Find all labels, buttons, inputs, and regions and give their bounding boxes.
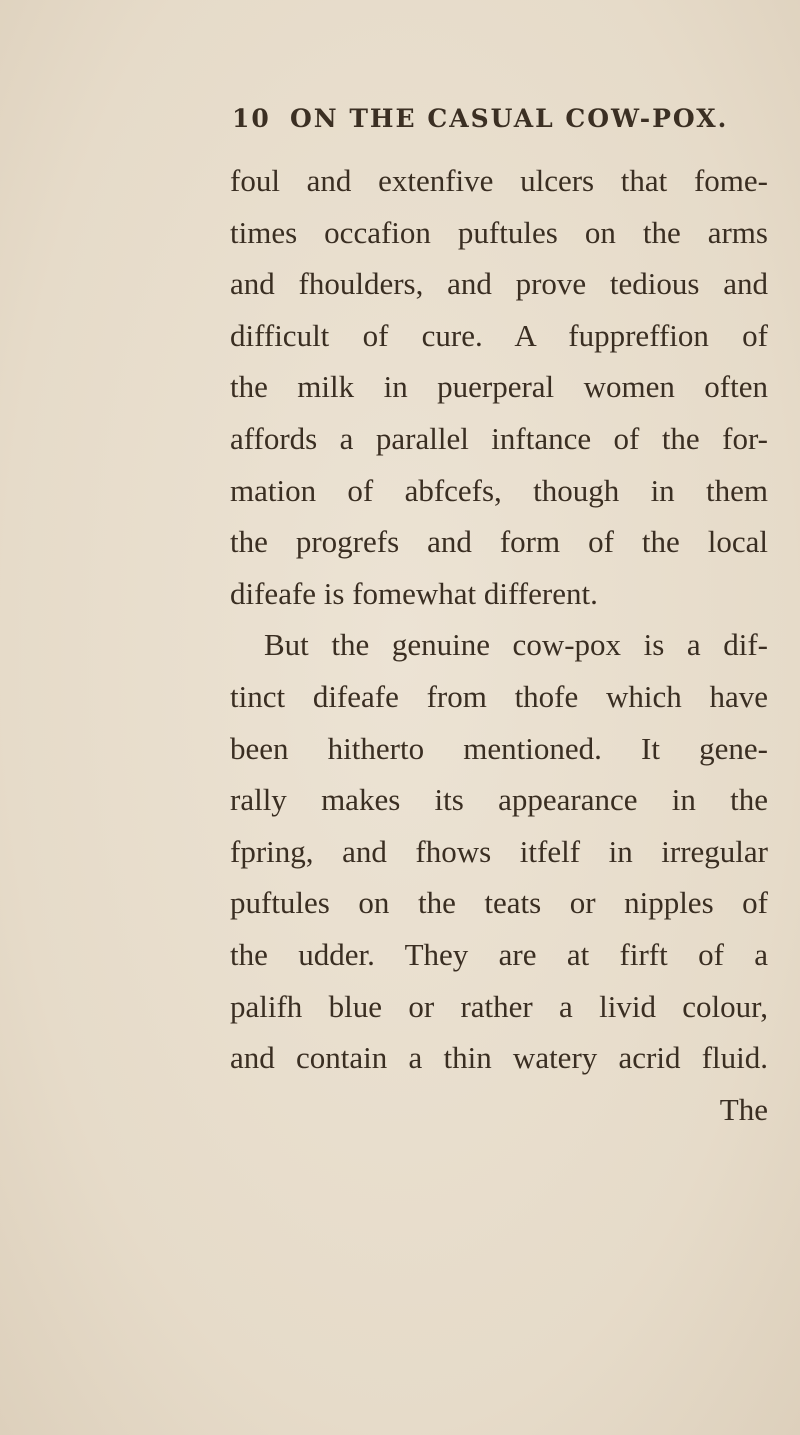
running-title: ON THE CASUAL COW-POX.	[290, 104, 729, 133]
page-number: 10	[232, 104, 271, 133]
text-line: foul and extenfive ulcers that fome-	[230, 163, 768, 198]
text-line: puftules on the teats or nipples of	[230, 885, 768, 921]
text-line: and contain a thin watery acrid fluid.	[230, 1040, 768, 1076]
text-line: palifh blue or rather a livid colour,	[230, 988, 768, 1024]
text-line: and fhoulders, and prove tedious and	[230, 266, 768, 302]
paragraph-start-line: But the genuine cow-pox is a dif-	[264, 627, 768, 663]
catchword: The	[719, 1091, 768, 1127]
text-line: tinct difeafe from thofe which have	[230, 678, 768, 714]
text-line: fpring, and fhows itfelf in irregular	[230, 833, 768, 869]
text-line: rally makes its appearance in the	[230, 782, 768, 818]
text-line: difficult of cure. A fuppreffion of	[230, 317, 768, 353]
text-line: the udder. They are at firft of a	[230, 936, 768, 972]
text-line: the milk in puerperal women often	[230, 369, 768, 405]
text-line: difeafe is fomewhat different.	[230, 575, 598, 611]
text-line: the progrefs and form of the local	[230, 524, 768, 560]
text-line: mation of abfcefs, though in them	[230, 472, 768, 508]
running-header	[232, 104, 792, 133]
text-line: times occafion puftules on the arms	[230, 214, 768, 250]
text-line: been hitherto mentioned. It gene-	[230, 730, 768, 766]
page-text	[230, 155, 768, 1135]
text-line: affords a parallel inftance of the for-	[230, 420, 768, 456]
